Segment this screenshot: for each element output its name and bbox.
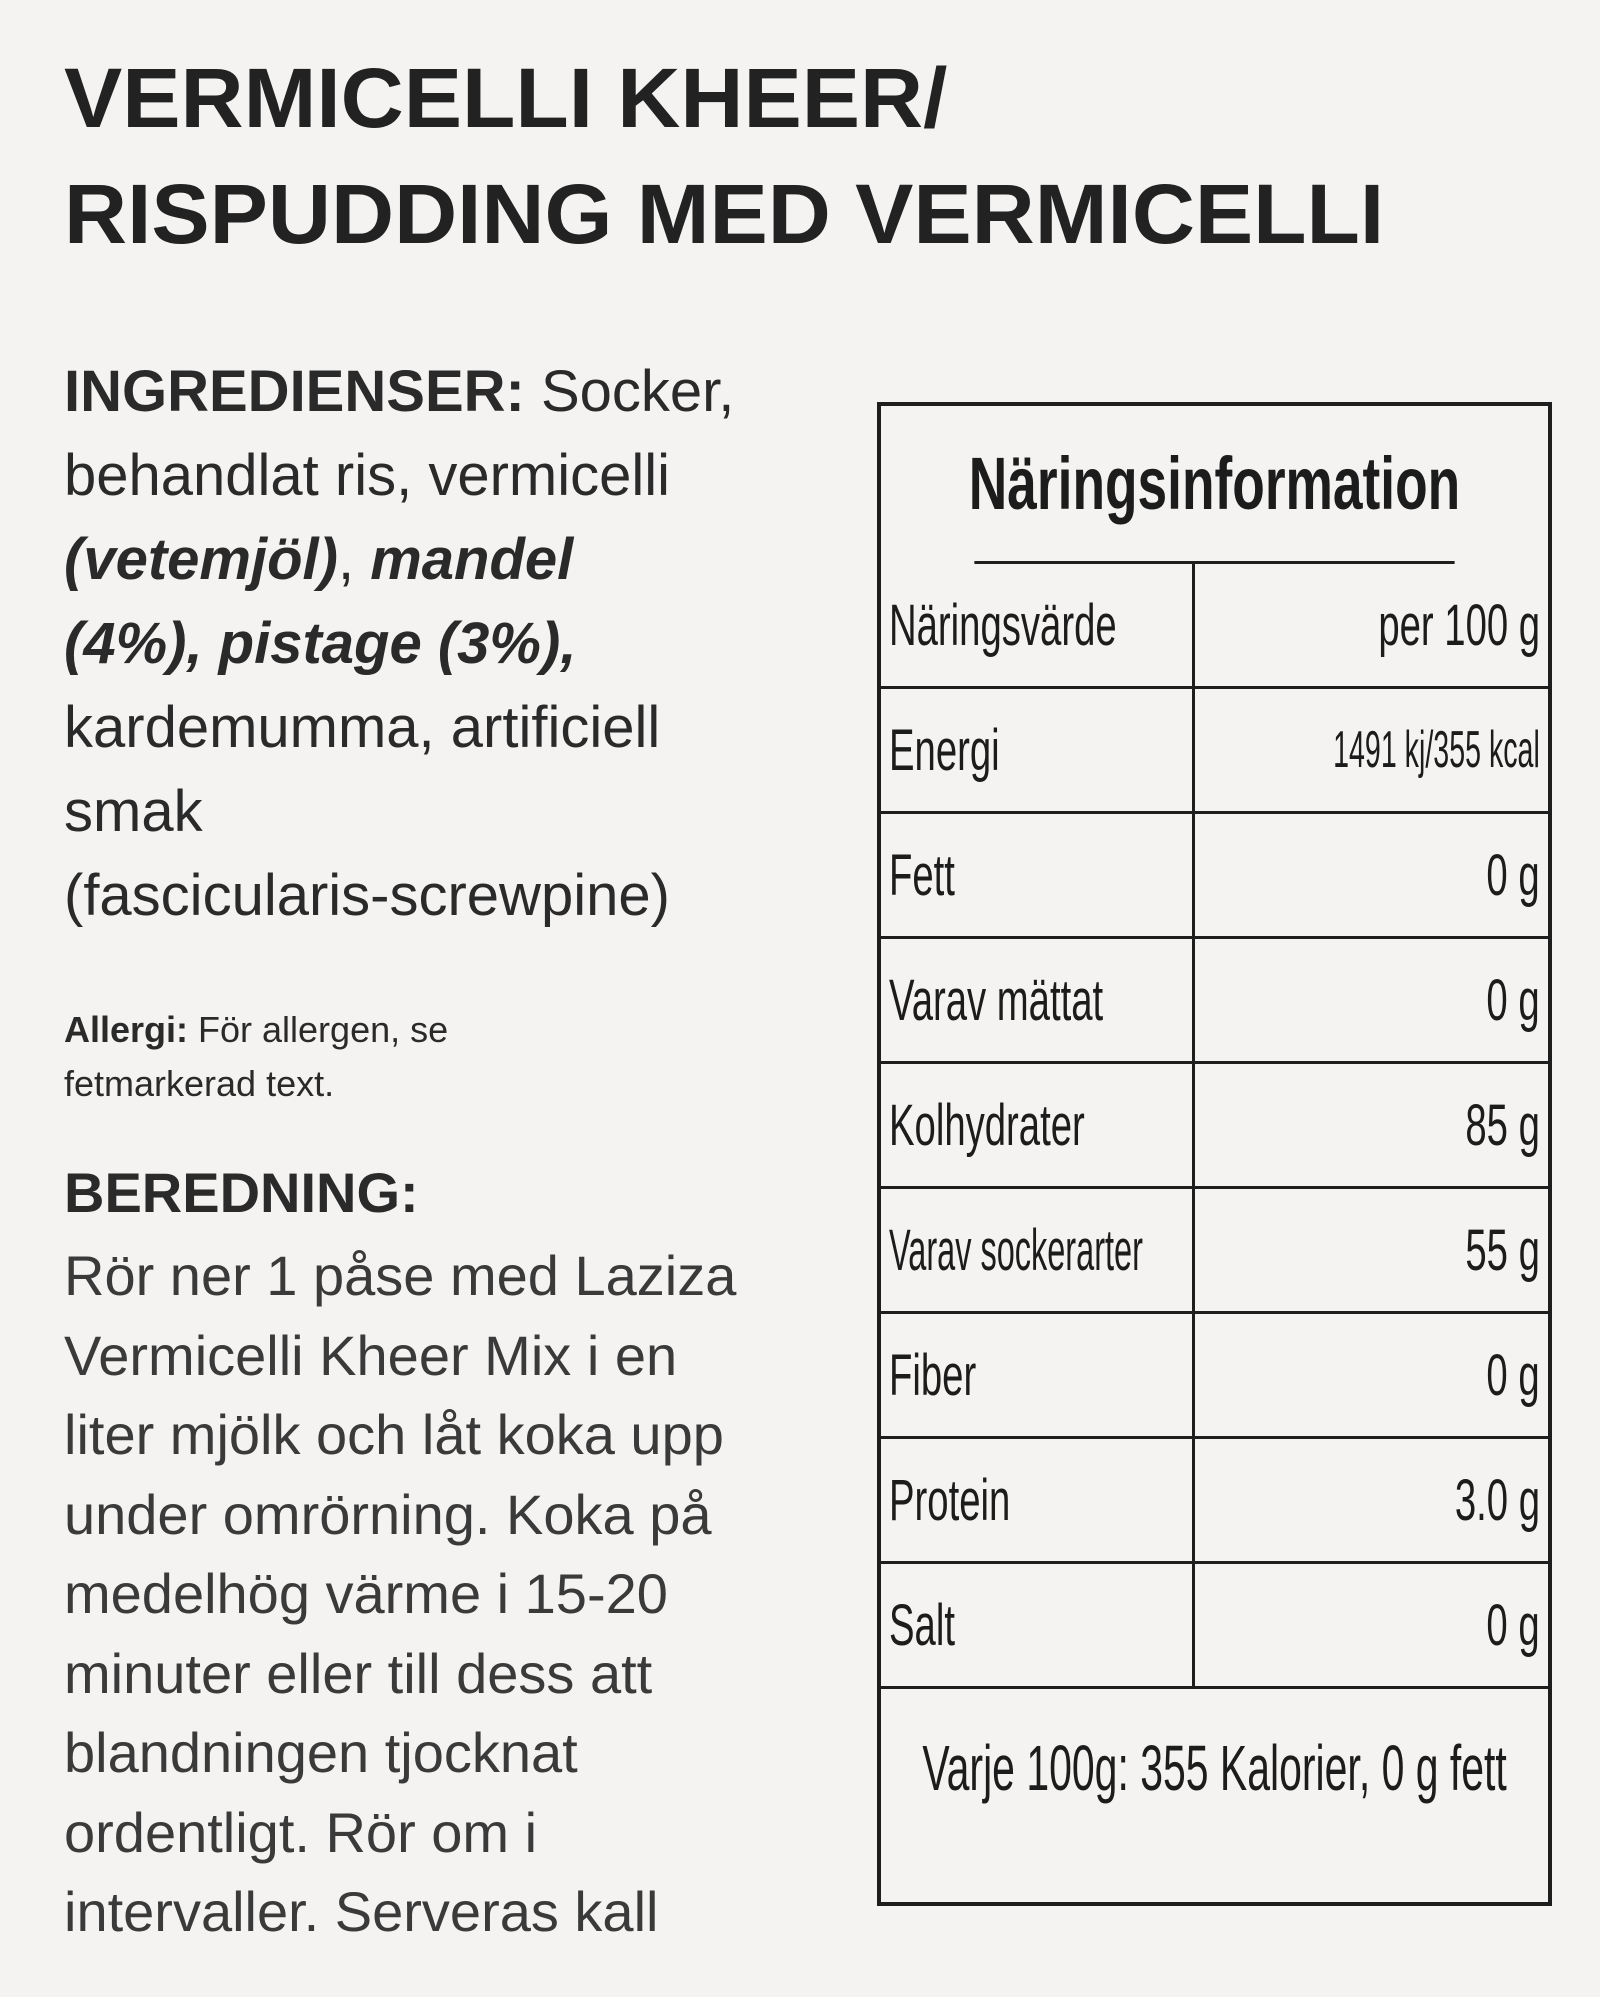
preparation-line: under omrörning. Koka på [64, 1482, 712, 1546]
nutrient-label: Varav sockerarter [889, 1217, 1143, 1283]
allergen-wheat: (vetemjöl) [64, 527, 338, 592]
nutrition-row [881, 1564, 1548, 1689]
nutrition-header-value: per 100 g [1378, 592, 1540, 658]
nutrient-label: Energi [889, 717, 1000, 783]
nutrition-title: Näringsinformation [974, 406, 1454, 564]
nutrient-label: Fett [889, 842, 955, 908]
nutrient-value: 85 g [1465, 1092, 1540, 1158]
ingredients-line-2: behandlat ris, vermicelli [64, 443, 671, 508]
allergy-note [64, 1003, 764, 1111]
ingredients-line-7: (fascicularis-screwpine) [64, 863, 670, 928]
nutrition-row [881, 1064, 1548, 1189]
ingredients-label: INGREDIENSER: [64, 359, 525, 424]
allergen-pistachio: (4%), pistage (3%), [64, 611, 577, 676]
nutrition-footer [881, 1689, 1548, 1847]
nutrient-value: 0 g [1486, 967, 1540, 1033]
nutrition-row [881, 1439, 1548, 1564]
title-line-2: RISPUDDING MED VERMICELLI [64, 167, 1385, 261]
nutrient-value: 0 g [1486, 1592, 1540, 1658]
nutrition-table [877, 402, 1552, 1906]
preparation-line: Vermicelli Kheer Mix i en [64, 1323, 678, 1387]
preparation-line: minuter eller till dess att [64, 1641, 653, 1705]
nutrition-header-label: Näringsvärde [889, 592, 1117, 658]
ingredients-line-1 [64, 350, 864, 434]
nutrient-label: Fiber [889, 1342, 977, 1408]
preparation-line: ordentligt. Rör om i [64, 1800, 538, 1864]
nutrient-value: 3.0 g [1454, 1467, 1540, 1533]
allergy-text-2: fetmarkerad text. [64, 1063, 335, 1104]
title-line-1: VERMICELLI KHEER/ [64, 51, 948, 145]
nutrient-value: 55 g [1465, 1217, 1540, 1283]
nutrient-label: Salt [889, 1592, 955, 1658]
nutrient-value: 1491 kj/355 kcal [1333, 721, 1540, 779]
nutrient-label: Protein [889, 1467, 1011, 1533]
preparation-line: medelhög värme i 15-20 [64, 1562, 668, 1625]
nutrition-row [881, 689, 1548, 814]
nutrient-value: 0 g [1486, 1342, 1540, 1408]
ingredients-line-3 [64, 518, 864, 602]
nutrition-header-row [881, 564, 1548, 689]
ingredients-separator: , [337, 527, 371, 592]
ingredients-block [64, 350, 864, 938]
ingredients-text-1: Socker, [524, 359, 735, 424]
nutrient-label: Varav mättat [889, 967, 1104, 1033]
preparation-line: blandningen tjocknat [64, 1721, 578, 1784]
nutrition-footer-text: Varje 100g: 355 Kalorier, 0 g fett [922, 1732, 1507, 1804]
ingredients-line-5: kardemumma, artificiell [64, 695, 661, 760]
product-title [64, 40, 1384, 272]
preparation-line: Rör ner 1 påse med Laziza [64, 1244, 737, 1307]
nutrition-row [881, 1189, 1548, 1314]
nutrition-row [881, 1314, 1548, 1439]
nutrient-value: 0 g [1486, 842, 1540, 908]
preparation-line: liter mjölk och låt koka upp [64, 1403, 724, 1466]
nutrition-row [881, 939, 1548, 1064]
allergy-text-1: För allergen, se [188, 1009, 449, 1050]
preparation-text [64, 1236, 864, 1952]
nutrient-label: Kolhydrater [889, 1092, 1085, 1158]
preparation-heading: BEREDNING: [64, 1161, 419, 1224]
nutrition-row [881, 814, 1548, 939]
preparation-line: intervaller. Serveras kall [64, 1880, 659, 1943]
ingredients-line-6: smak [64, 779, 203, 844]
allergen-almond: mandel [370, 527, 574, 592]
allergy-label: Allergi: [64, 1009, 189, 1050]
